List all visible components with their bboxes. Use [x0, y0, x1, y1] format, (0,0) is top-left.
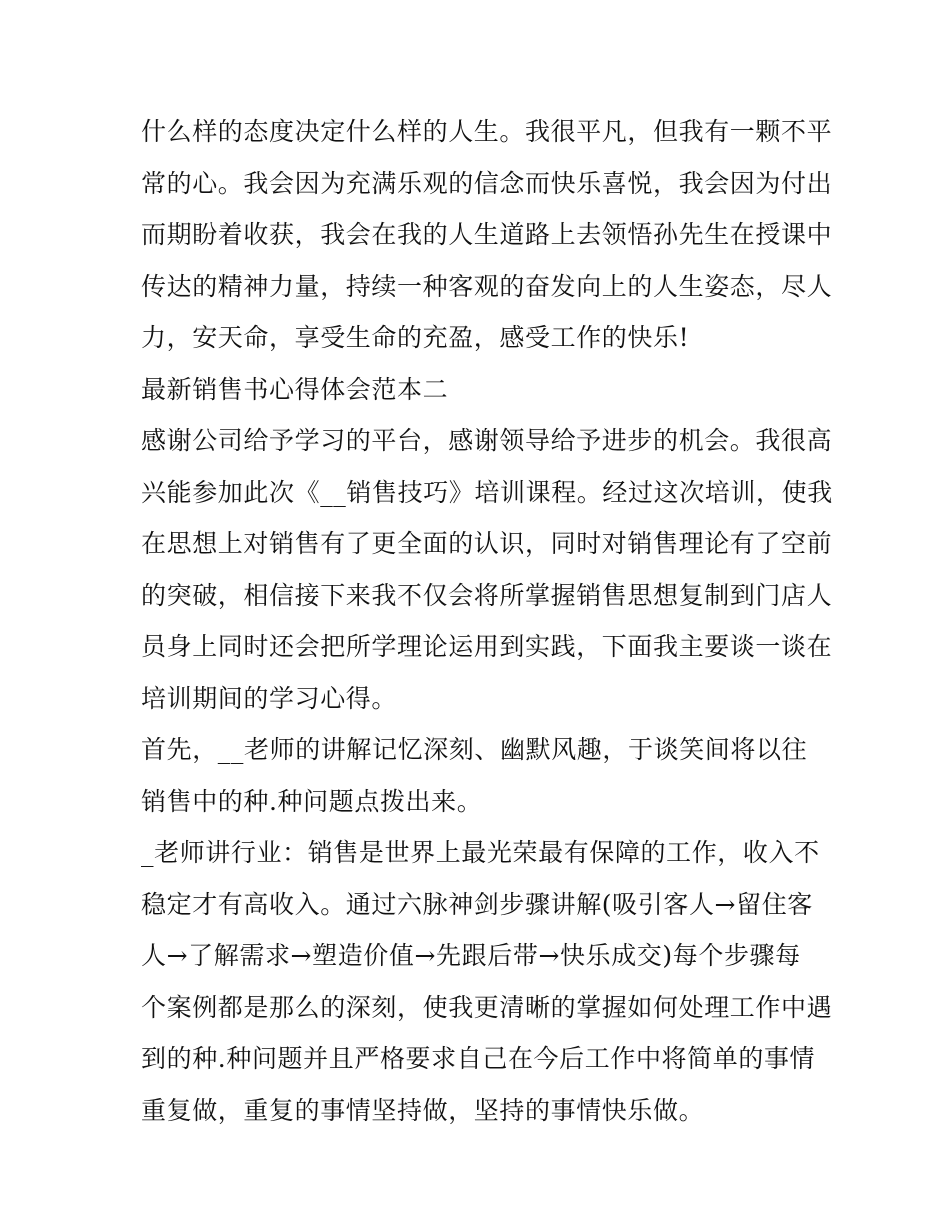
text-line: 而期盼着收获，我会在我的人生道路上去领悟孙先生在授课中 — [141, 220, 833, 249]
text-line: 人→了解需求→塑造价值→先跟后带→快乐成交)每个步骤每 — [141, 941, 801, 970]
heading-text: 最新销售书心得体会范本二 — [141, 374, 449, 404]
text-line: 重复做，重复的事情坚持做，坚持的事情快乐做。 — [141, 1095, 705, 1125]
document-body — [141, 106, 833, 1136]
text-line: 力，安天命，享受生命的充盈，感受工作的快乐! — [141, 323, 690, 352]
paragraph-industry — [141, 827, 833, 1136]
text-line: 员身上同时还会把所学理论运用到实践，下面我主要谈一谈在 — [141, 632, 833, 661]
text-line: 个案例都是那么的深刻，使我更清晰的掌握如何处理工作中遇 — [141, 992, 833, 1022]
text-line: 传达的精神力量，持续一种客观的奋发向上的人生姿态，尽人 — [141, 271, 833, 301]
text-line: 兴能参加此次《__销售技巧》培训课程。经过这次培训，使我 — [141, 477, 833, 507]
text-line: _老师讲行业：销售是世界上最光荣最有保障的工作，收入不 — [141, 838, 820, 867]
text-line: 首先，__老师的讲解记忆深刻、幽默风趣，于谈笑间将以往 — [141, 735, 808, 764]
text-line: 感谢公司给予学习的平台，感谢领导给予进步的机会。我很高 — [141, 426, 833, 455]
paragraph-first — [141, 724, 821, 827]
text-line: 销售中的种.种问题点拨出来。 — [141, 786, 483, 816]
text-line: 常的心。我会因为充满乐观的信念而快乐喜悦，我会因为付出 — [141, 168, 833, 198]
text-line: 在思想上对销售有了更全面的认识，同时对销售理论有了空前 — [141, 529, 833, 558]
text-line: 的突破，相信接下来我不仅会将所掌握销售思想复制到门店人 — [141, 580, 833, 610]
paragraph-thanks — [141, 415, 833, 724]
text-line: 稳定才有高收入。通过六脉神剑步骤讲解(吸引客人→留住客 — [141, 889, 813, 919]
text-line: 培训期间的学习心得。 — [141, 683, 398, 713]
section-heading — [141, 364, 821, 416]
text-line: 什么样的态度决定什么样的人生。我很平凡，但我有一颗不平 — [141, 117, 833, 146]
text-line: 到的种.种问题并且严格要求自己在今后工作中将简单的事情 — [141, 1044, 816, 1073]
paragraph-attitude — [141, 106, 833, 364]
